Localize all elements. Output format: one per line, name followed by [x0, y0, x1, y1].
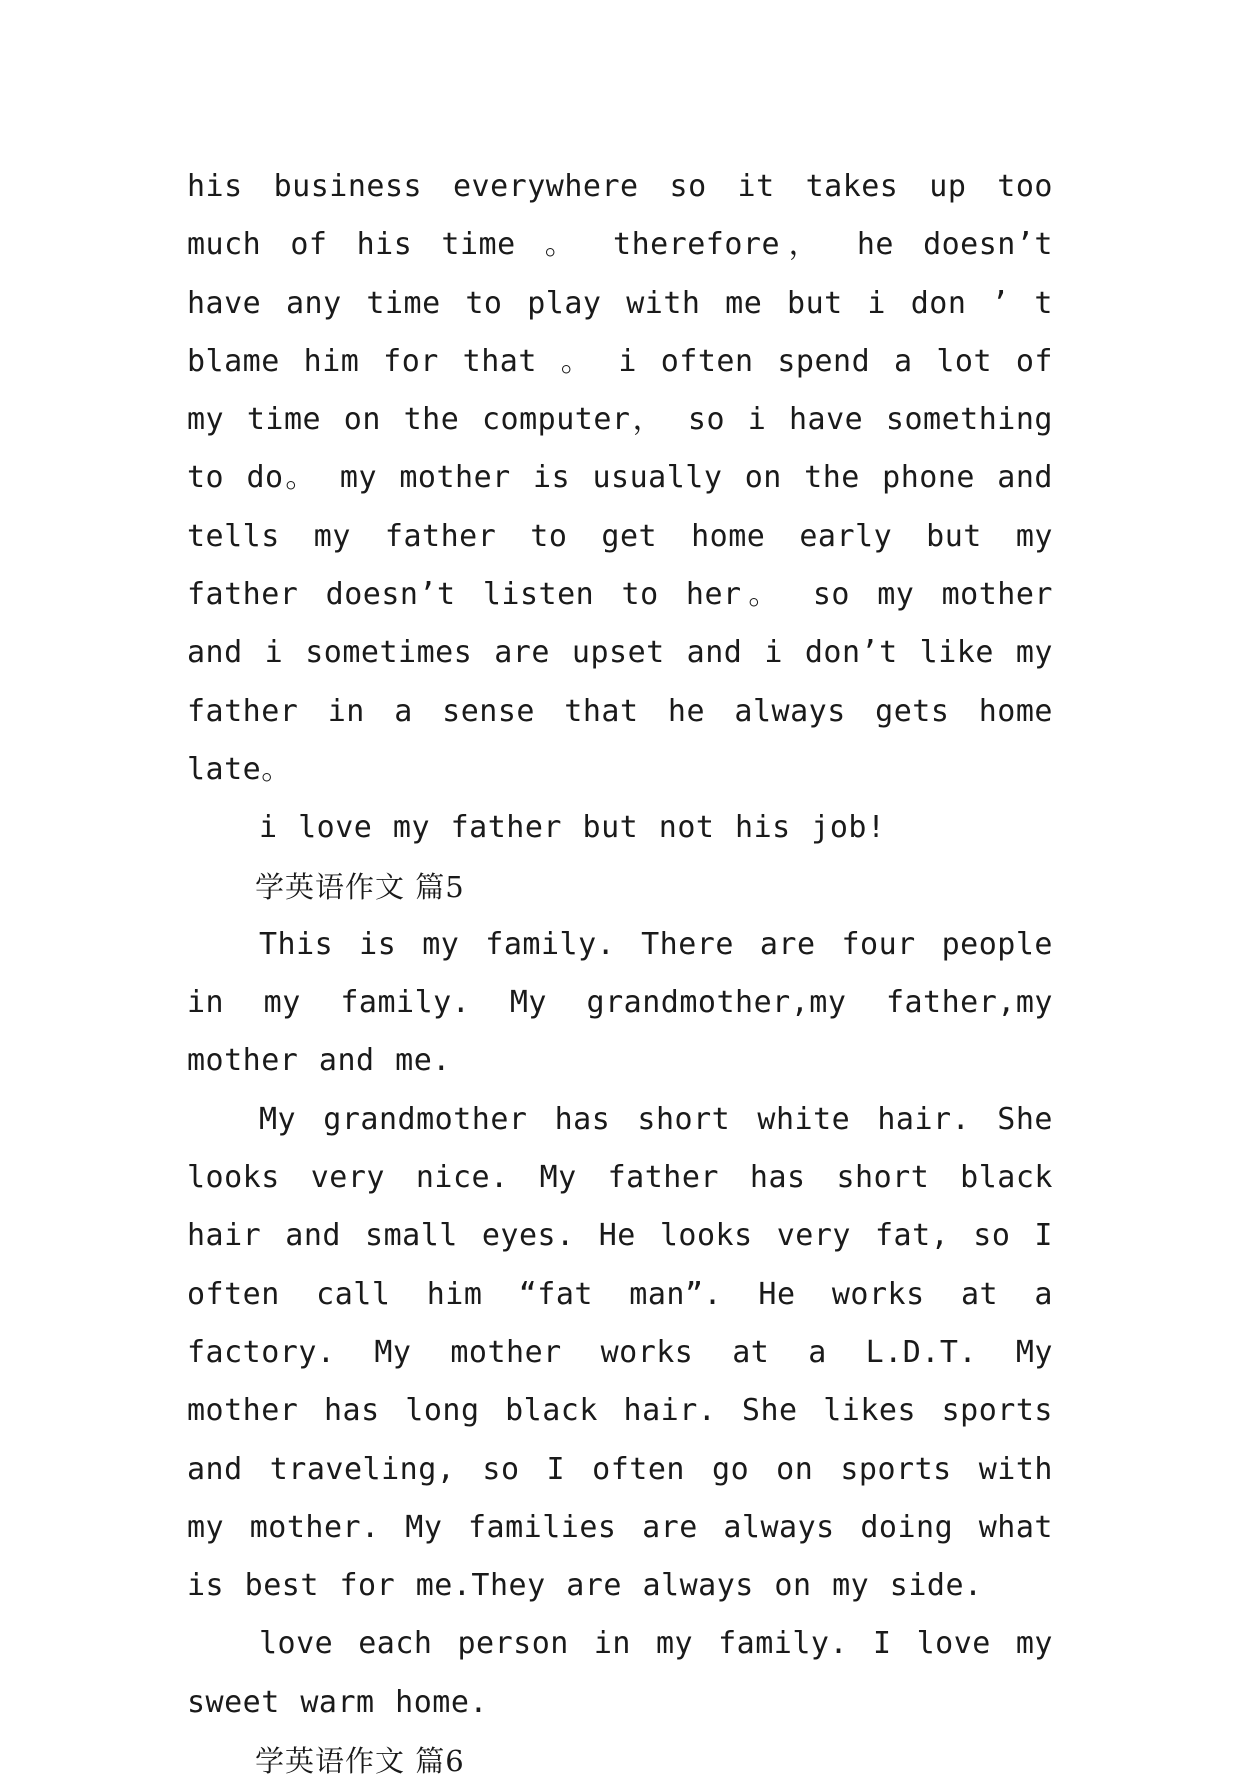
paragraph-continued: his business everywhere so it takes up too much of his time 。 therefore， he doesn’t have any time to play with me but i don ’ t blame him for that 。 i often spend a lot of my time on the computer， so i have something to do。 my mother is usually on the phone and tells my father to get home early but my father doesn’t listen to her。 so my mother and i sometimes are upset and i don’t like my father in a sense that he always gets home late。: [187, 169, 1053, 787]
paragraph-love-father: i love my father but not his job!: [259, 810, 886, 846]
essay5-paragraph-3: love each person in my family. I love my sweet warm home.: [187, 1626, 1053, 1720]
section-heading-5: 学英语作文 篇5: [255, 869, 465, 904]
essay5-paragraph-2: My grandmother has short white hair. She looks very nice. My father has short black hair and small eyes. He looks very fat, so I often call him “fat man”. He works at a factory. My mother works at a L.D.T. My mother has long black hair. She likes sports and traveling, so I often go on sports with my mother. My families are always doing what is best for me.They are always on my side.: [187, 1101, 1053, 1604]
document-body: [187, 158, 1053, 1790]
essay5-paragraph-1: This is my family. There are four people in my family. My grandmother,my father,my mother and me.: [187, 926, 1053, 1079]
section-heading-6: 学英语作文 篇6: [255, 1744, 465, 1779]
